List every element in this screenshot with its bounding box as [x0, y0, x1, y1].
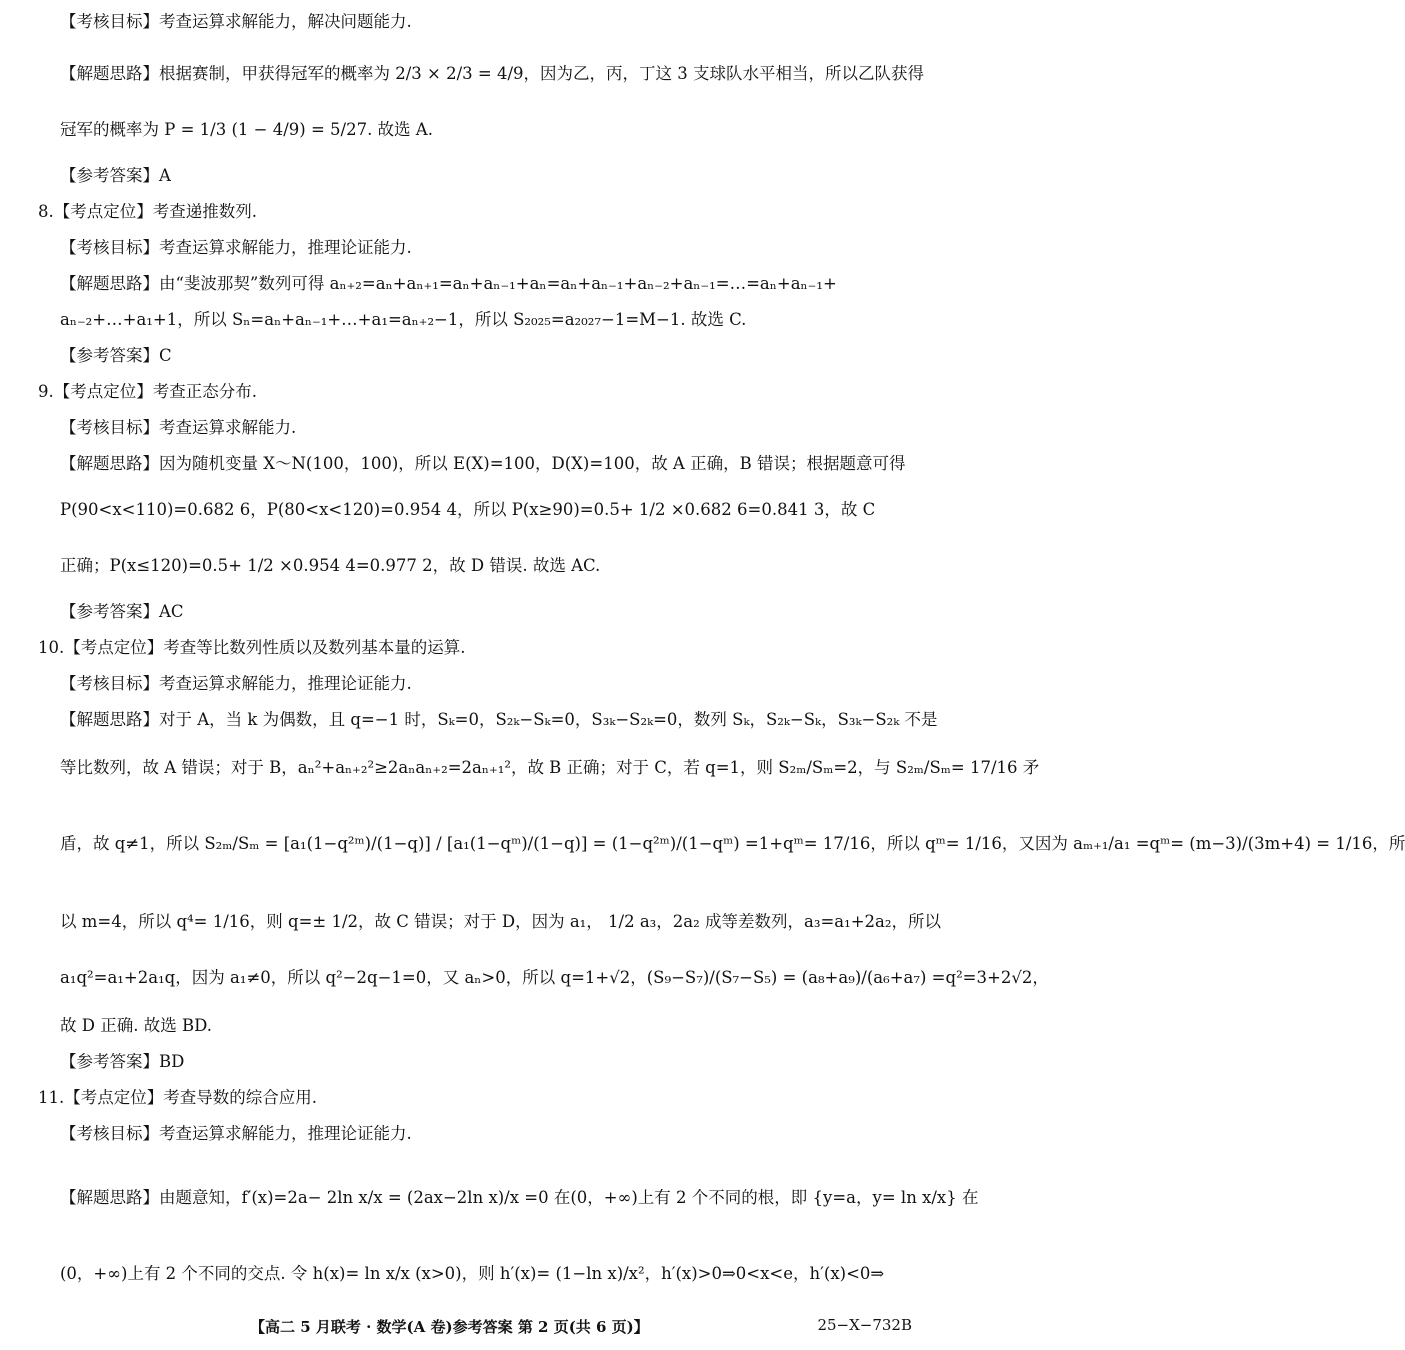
text-line: 正确；P(x≤120)=0.5+ 1/2 ×0.954 4=0.977 2，故 D 错误. 故选 AC. — [60, 556, 601, 575]
text-line: 【解题思路】由“斐波那契”数列可得 aₙ₊₂=aₙ+aₙ₊₁=aₙ+aₙ₋₁+aₙ=aₙ+aₙ₋₁+aₙ₋₂+aₙ₋₁=…=aₙ+aₙ₋₁+ — [60, 274, 837, 293]
text-line: 【参考答案】C — [60, 346, 172, 365]
text-line: 【参考答案】AC — [60, 602, 184, 621]
text-line: 【参考答案】A — [60, 166, 171, 185]
text-line: 故 D 正确. 故选 BD. — [60, 1016, 212, 1035]
footer-code: 25−X−732B — [817, 1316, 912, 1334]
text-line: 9.【考点定位】考查正态分布. — [38, 382, 257, 401]
text-line: 【考核目标】考查运算求解能力，推理论证能力. — [60, 1124, 412, 1143]
text-line: a₁q²=a₁+2a₁q，因为 a₁≠0，所以 q²−2q−1=0，又 aₙ>0，所以 q=1+√2，(S₉−S₇)/(S₇−S₅) = (a₈+a₉)/(a₆+a₇) =q²=3+2√2， — [60, 968, 1049, 987]
text-line: 【考核目标】考查运算求解能力. — [60, 418, 297, 437]
text-line: 11.【考点定位】考查导数的综合应用. — [38, 1088, 317, 1107]
text-line: 【解题思路】由题意知，f′(x)=2a− 2ln x/x = (2ax−2ln x)/x =0 在(0，+∞)上有 2 个不同的根，即 {y=a，y= ln x/x} 在 — [60, 1188, 979, 1207]
text-line: 盾，故 q≠1，所以 S₂ₘ/Sₘ = [a₁(1−q²ᵐ)/(1−q)] / [a₁(1−qᵐ)/(1−q)] = (1−q²ᵐ)/(1−qᵐ) =1+qᵐ= 17/16，所以 qᵐ= 1/16，又因为 aₘ₊₁/a₁ =qᵐ= (m−3)/(3m+4) = 1/16，所 — [60, 834, 1405, 853]
text-line: 8.【考点定位】考查递推数列. — [38, 202, 257, 221]
footer-title: 【高二 5 月联考 · 数学(A 卷)参考答案 第 2 页(共 6 页)】 — [250, 1318, 649, 1336]
text-line: aₙ₋₂+…+a₁+1，所以 Sₙ=aₙ+aₙ₋₁+…+a₁=aₙ₊₂−1，所以 S₂₀₂₅=a₂₀₂₇−1=M−1. 故选 C. — [60, 310, 747, 329]
text-line: 【解题思路】因为随机变量 X～N(100，100)，所以 E(X)=100，D(X)=100，故 A 正确，B 错误；根据题意可得 — [60, 454, 906, 473]
text-line: 【考核目标】考查运算求解能力，推理论证能力. — [60, 238, 412, 257]
text-line: 冠军的概率为 P = 1/3 (1 − 4/9) = 5/27. 故选 A. — [60, 120, 433, 139]
text-line: 【考核目标】考查运算求解能力，推理论证能力. — [60, 674, 412, 693]
text-line: 等比数列，故 A 错误；对于 B，aₙ²+aₙ₊₂²≥2aₙaₙ₊₂=2aₙ₊₁²，故 B 正确；对于 C，若 q=1，则 S₂ₘ/Sₘ=2，与 S₂ₘ/Sₘ= 17/16 矛 — [60, 758, 1040, 777]
text-line: P(90<x<110)=0.682 6，P(80<x<120)=0.954 4，所以 P(x≥90)=0.5+ 1/2 ×0.682 6=0.841 3，故 C — [60, 500, 876, 519]
text-line: (0，+∞)上有 2 个不同的交点. 令 h(x)= ln x/x (x>0)，则 h′(x)= (1−ln x)/x²，h′(x)>0⇒0<x<e，h′(x)<0⇒ — [60, 1264, 885, 1283]
text-line: 【参考答案】BD — [60, 1052, 185, 1071]
text-line: 【考核目标】考查运算求解能力，解决问题能力. — [60, 12, 412, 31]
text-line: 以 m=4，所以 q⁴= 1/16，则 q=± 1/2，故 C 错误；对于 D，因为 a₁， 1/2 a₃，2a₂ 成等差数列，a₃=a₁+2a₂，所以 — [60, 912, 941, 931]
text-line: 【解题思路】对于 A，当 k 为偶数，且 q=−1 时，Sₖ=0，S₂ₖ−Sₖ=0，S₃ₖ−S₂ₖ=0，数列 Sₖ，S₂ₖ−Sₖ，S₃ₖ−S₂ₖ 不是 — [60, 710, 938, 729]
text-line: 【解题思路】根据赛制，甲获得冠军的概率为 2/3 × 2/3 = 4/9，因为乙，丙，丁这 3 支球队水平相当，所以乙队获得 — [60, 64, 925, 83]
text-line: 10.【考点定位】考查等比数列性质以及数列基本量的运算. — [38, 638, 466, 657]
